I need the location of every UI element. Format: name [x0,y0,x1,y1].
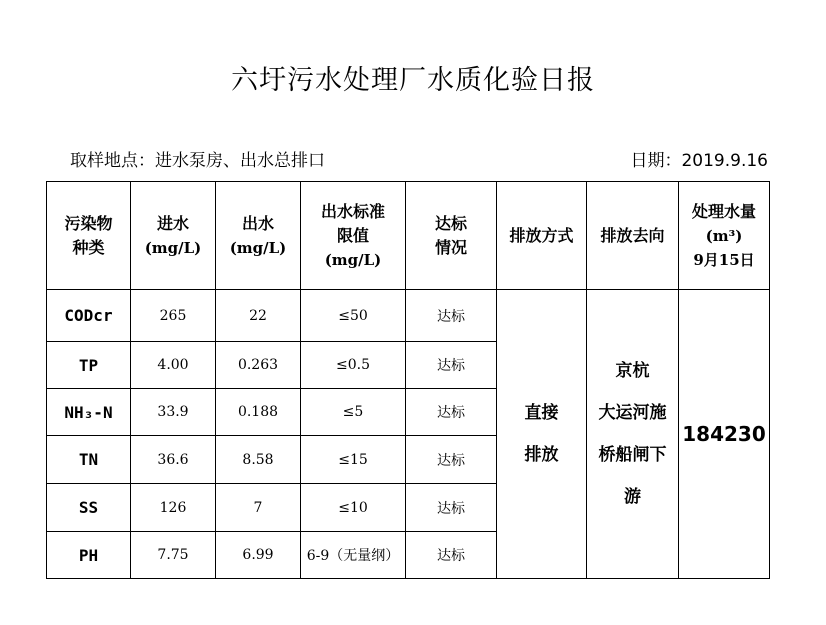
status-cell: 达标 [406,342,497,389]
limit-cell: ≤15 [301,436,406,484]
header-inflow-unit: (mg/L) [144,238,202,257]
discharge-method-cell [497,290,587,579]
status-cell: 达标 [406,532,497,579]
header-limit-line-2: 限值 [336,225,369,245]
discharge-destination-line-2: 大运河施 [598,403,667,423]
inflow-cell: 126 [131,484,216,532]
outflow-cell: 0.263 [216,342,301,389]
inflow-cell: 33.9 [131,389,216,436]
status-cell: 达标 [406,290,497,342]
header-limit-line-1: 出水标准 [320,201,385,221]
outflow-cell: 8.58 [216,436,301,484]
discharge-destination-line-1: 京杭 [615,361,650,381]
pollutant-cell: PH [47,532,131,579]
header-volume [679,182,770,290]
header-compliance [406,182,497,290]
header-volume-date: 9月15日 [693,250,755,269]
status-cell: 达标 [406,436,497,484]
limit-cell: ≤5 [301,389,406,436]
pollutant-cell: TP [47,342,131,389]
report-date: 日期：2019.9.16 [630,151,768,171]
header-pollutant [47,182,131,290]
header-outflow-line-1: 出水 [241,213,274,233]
header-outflow [216,182,301,290]
discharge-method-line-2: 排放 [524,445,559,465]
status-cell: 达标 [406,484,497,532]
header-compliance-line-1: 达标 [434,213,467,233]
limit-cell: 6-9（无量纲） [301,532,406,579]
header-discharge-destination: 排放去向 [587,182,679,290]
limit-cell: ≤0.5 [301,342,406,389]
outflow-cell: 6.99 [216,532,301,579]
discharge-destination-cell [587,290,679,579]
pollutant-cell: SS [47,484,131,532]
header-pollutant-line-1: 污染物 [64,213,113,233]
discharge-destination-line-3: 桥船闸下 [598,445,667,465]
inflow-cell: 7.75 [131,532,216,579]
header-limit [301,182,406,290]
discharge-destination-line-4: 游 [624,487,641,507]
header-row [47,182,770,290]
outflow-cell: 7 [216,484,301,532]
outflow-cell: 0.188 [216,389,301,436]
limit-cell: ≤10 [301,484,406,532]
limit-cell: ≤50 [301,290,406,342]
header-compliance-line-2: 情况 [434,237,467,257]
header-volume-unit: (m³) [705,226,743,245]
header-pollutant-line-2: 种类 [72,237,105,257]
pollutant-cell: NH₃-N [47,389,131,436]
inflow-cell: 265 [131,290,216,342]
status-cell: 达标 [406,389,497,436]
table-row [47,290,770,342]
inflow-cell: 36.6 [131,436,216,484]
volume-cell: 184230 [679,290,770,579]
discharge-method-line-1: 直接 [524,403,559,423]
sampling-location: 取样地点：进水泵房、出水总排口 [70,151,325,171]
water-quality-table [46,181,770,579]
header-volume-line-1: 处理水量 [691,201,756,221]
pollutant-cell: TN [47,436,131,484]
header-discharge-method: 排放方式 [497,182,587,290]
header-inflow [131,182,216,290]
header-inflow-line-1: 进水 [156,213,189,233]
header-outflow-unit: (mg/L) [229,238,287,257]
inflow-cell: 4.00 [131,342,216,389]
report-title: 六圩污水处理厂水质化验日报 [231,65,595,96]
header-limit-unit: (mg/L) [324,250,382,269]
outflow-cell: 22 [216,290,301,342]
pollutant-cell: CODcr [47,290,131,342]
